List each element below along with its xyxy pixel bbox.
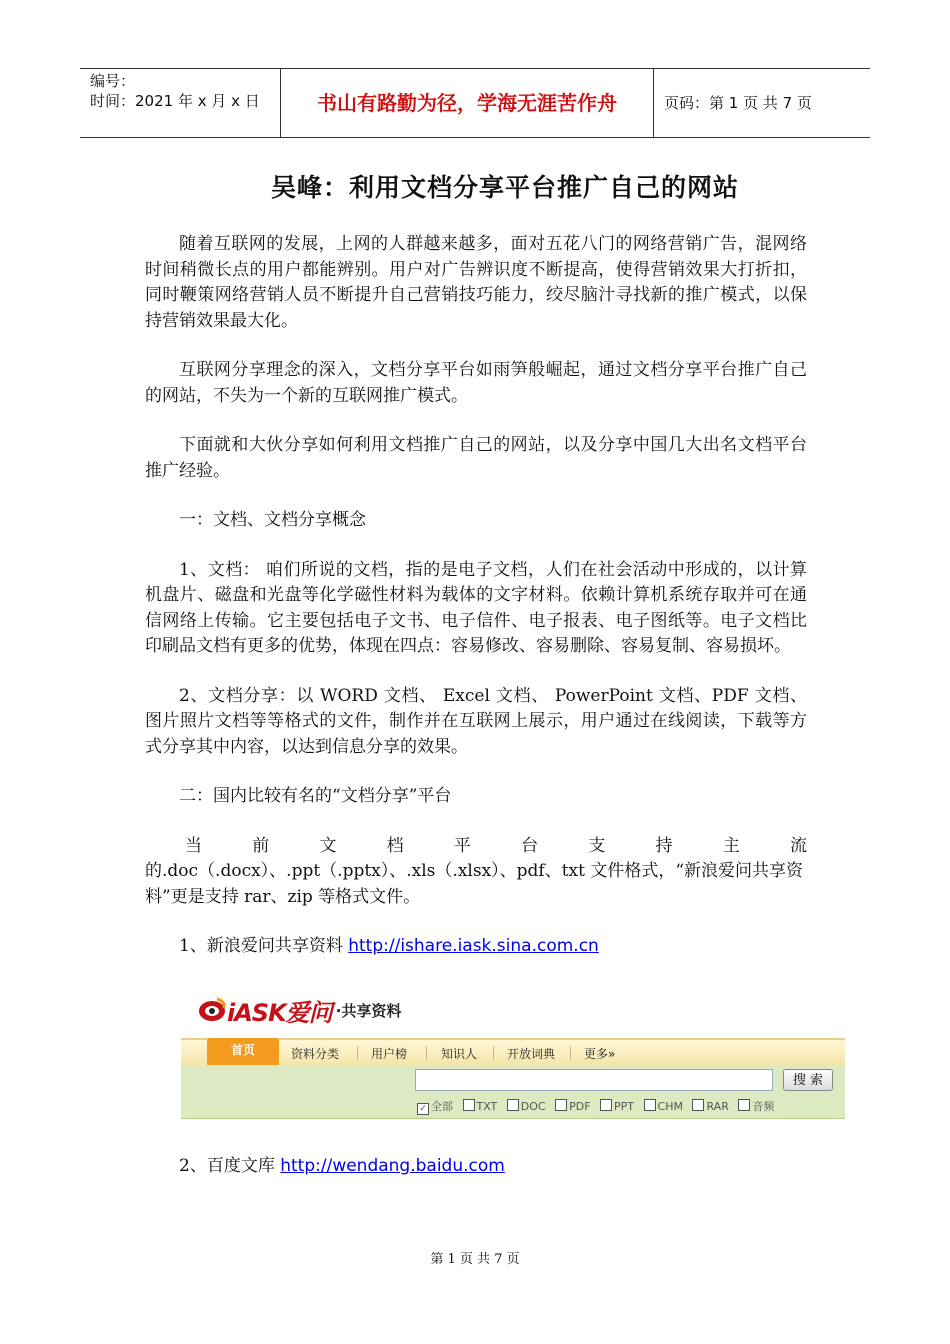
paragraph: 互联网分享理念的深入，文档分享平台如雨笋般崛起，通过文档分享平台推广自己的网站，不失为一个新的互联网推广模式。: [145, 360, 807, 406]
paragraph: 2、文档分享：以 WORD 文档、 Excel 文档、 PowerPoint 文档、PDF 文档、图片照片文档等等格式的文件，制作并在互联网上展示，用户通过在线阅读，下载等方式分享其中内容，以达到信息分享的效果。: [145, 685, 807, 757]
checkbox-icon[interactable]: [463, 1099, 475, 1111]
checkbox-icon[interactable]: [600, 1099, 612, 1111]
nav-divider: [357, 1046, 358, 1060]
number-label: 编号：: [90, 72, 136, 90]
checkbox-icon[interactable]: [738, 1099, 750, 1111]
option-all[interactable]: ✓ 全部: [417, 1098, 453, 1115]
iask-screenshot: [181, 986, 845, 1122]
nav-item-dictionary[interactable]: 开放词典: [507, 1047, 556, 1061]
search-input[interactable]: [415, 1069, 773, 1091]
checkbox-icon[interactable]: [507, 1099, 519, 1111]
header-motto: 书山有路勤为径，学海无涯苦作舟: [280, 69, 654, 137]
paragraph-formats: [145, 834, 807, 911]
nav-item-knowledge[interactable]: 知识人: [441, 1047, 478, 1061]
option-audio[interactable]: 音频: [738, 1098, 774, 1114]
checkbox-icon[interactable]: [644, 1099, 656, 1111]
list-item: [145, 934, 807, 960]
option-chm[interactable]: CHM: [644, 1099, 683, 1113]
option-pdf[interactable]: PDF: [555, 1099, 590, 1113]
nav-divider: [493, 1046, 494, 1060]
list-item: [145, 1154, 807, 1180]
nav-divider: [426, 1046, 427, 1060]
iask-logo-text: iASK爱问: [227, 998, 332, 1027]
filetype-options: [417, 1098, 780, 1115]
spread-line: 当 前 文 档 平 台 支 持 主 流: [185, 835, 807, 856]
checkbox-icon[interactable]: [555, 1099, 567, 1111]
iask-link[interactable]: http://ishare.iask.sina.com.cn: [348, 936, 599, 956]
nav-item-category[interactable]: 资料分类: [291, 1047, 340, 1061]
page-footer: 第 1 页 共 7 页: [430, 1252, 520, 1267]
item-label: 1、新浪爱问共享资料: [179, 936, 349, 956]
checkbox-icon[interactable]: [692, 1099, 704, 1111]
iask-navbar: [181, 1038, 845, 1066]
paragraph: 1、文档： 咱们所说的文档，指的是电子文档，人们在社会活动中形成的，以计算机盘片、磁盘和光盘等化学磁性材料为载体的文字材料。依赖计算机系统存取并可在通信网络上传输。它主要包括电子文书、电子信件、电子报表、电子图纸等。电子文档比印刷品文档有更多的优势，体现在四点：容易修改、容易删除、容易复制、容易损坏。: [145, 559, 807, 656]
paragraph: 下面就和大伙分享如何利用文档推广自己的网站，以及分享中国几大出名文档平台推广经验。: [145, 435, 807, 481]
option-doc[interactable]: DOC: [507, 1099, 546, 1113]
iask-logo: [197, 986, 401, 1034]
sina-eye-icon: [197, 995, 227, 1025]
option-ppt[interactable]: PPT: [600, 1099, 634, 1113]
document-header: [80, 68, 870, 138]
nav-home-tab[interactable]: 首页: [207, 1038, 279, 1065]
section-heading: 一：文档、文档分享概念: [179, 510, 366, 530]
option-rar[interactable]: RAR: [692, 1099, 728, 1113]
document-body: [145, 232, 807, 984]
nav-divider: [570, 1046, 571, 1060]
header-page-label: 页码：第 1 页 共 7 页: [664, 94, 812, 112]
iask-logo-sub: ·共享资料: [335, 1001, 402, 1020]
document-title: 吴峰：利用文档分享平台推广自己的网站: [270, 173, 739, 202]
option-txt[interactable]: TXT: [463, 1099, 498, 1113]
paragraph: 随着互联网的发展，上网的人群越来越多，面对五花八门的网络营销广告，混网络时间稍微长点的用户都能辨别。用户对广告辨识度不断提高，使得营销效果大打折扣，同时鞭策网络营销人员不断提升自己营销技巧能力，绞尽脑汁寻找新的推广模式，以保持营销效果最大化。: [145, 234, 807, 331]
search-button[interactable]: 搜 索: [783, 1069, 833, 1091]
checkbox-checked-icon[interactable]: ✓: [417, 1103, 429, 1115]
header-meta: [80, 69, 280, 137]
nav-item-more[interactable]: 更多»: [584, 1047, 616, 1061]
nav-item-user-rank[interactable]: 用户榜: [371, 1047, 408, 1061]
section-heading: 二：国内比较有名的“文档分享”平台: [179, 786, 452, 806]
item-label: 2、百度文库: [179, 1156, 281, 1176]
baidu-link[interactable]: http://wendang.baidu.com: [280, 1156, 505, 1176]
paragraph-rest: 的.doc（.docx）、.ppt（.pptx）、.xls（.xlsx）、pdf、txt 文件格式，“新浪爱问共享资料”更是支持 rar、zip 等格式文件。: [145, 861, 804, 907]
time-label: 时间：2021 年 x 月 x 日: [90, 92, 260, 110]
iask-searchbar: [181, 1066, 845, 1119]
